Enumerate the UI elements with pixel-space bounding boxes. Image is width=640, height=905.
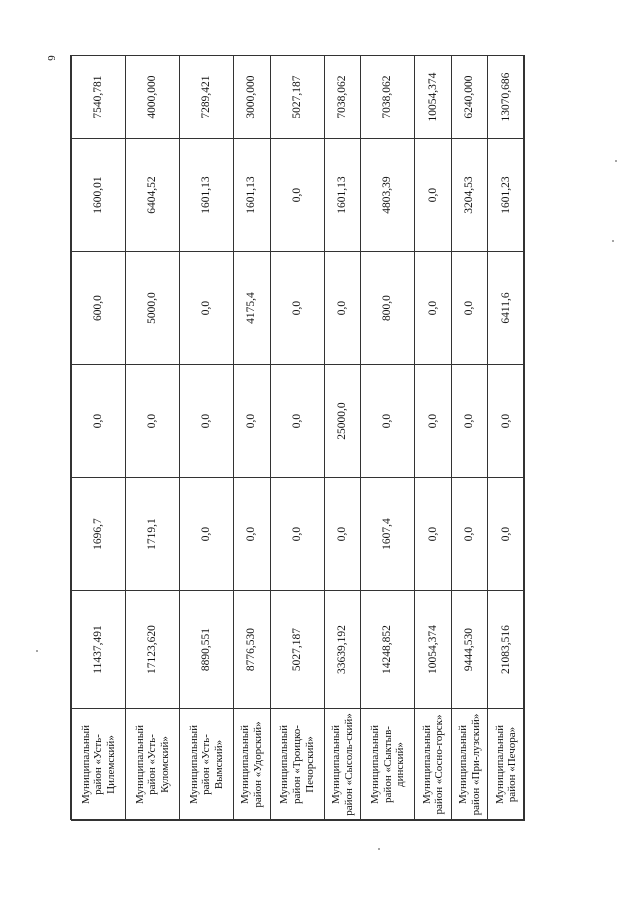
value-cell: 4175,4 <box>234 252 271 365</box>
value-cell: 600,0 <box>72 252 126 365</box>
row-name-cell: Муниципальный район «Троицко-Печорский» <box>270 709 324 821</box>
value-cell: 1601,13 <box>234 139 271 252</box>
value-cell: 0,0 <box>488 365 525 478</box>
value-cell: 1696,7 <box>72 478 126 591</box>
table-row <box>451 56 488 821</box>
row-name-cell: Муниципальный район «Сысоль-ский» <box>324 709 361 821</box>
row-name-cell: Муниципальный район «Удорский» <box>234 709 271 821</box>
total-cell: 8890,551 <box>180 591 234 709</box>
value-cell: 3000,000 <box>234 56 271 139</box>
value-cell: 25000,0 <box>324 365 361 478</box>
budget-table <box>71 55 525 821</box>
table-row <box>361 56 415 821</box>
row-name-cell: Муниципальный район «Усть-Цилемский» <box>72 709 126 821</box>
row-name-cell: Муниципальный район «Печора» <box>488 709 525 821</box>
value-cell: 0,0 <box>415 139 452 252</box>
value-cell: 0,0 <box>270 139 324 252</box>
table-row <box>488 56 525 821</box>
value-cell: 13070,686 <box>488 56 525 139</box>
value-cell: 0,0 <box>415 365 452 478</box>
value-cell: 5027,187 <box>270 56 324 139</box>
value-cell: 6411,6 <box>488 252 525 365</box>
row-name-cell: Муниципальный район «Усть-Вымский» <box>180 709 234 821</box>
value-cell: 4000,000 <box>126 56 180 139</box>
value-cell: 0,0 <box>270 365 324 478</box>
value-cell: 0,0 <box>270 478 324 591</box>
value-cell: 6240,000 <box>451 56 488 139</box>
value-cell: 10054,374 <box>415 56 452 139</box>
value-cell: 0,0 <box>180 365 234 478</box>
value-cell: 0,0 <box>415 252 452 365</box>
value-cell: 0,0 <box>234 478 271 591</box>
value-cell: 800,0 <box>361 252 415 365</box>
value-cell: 1607,4 <box>361 478 415 591</box>
row-name-cell: Муниципальный район «Сыктыв-динский» <box>361 709 415 821</box>
value-cell: 0,0 <box>72 365 126 478</box>
table-row <box>234 56 271 821</box>
value-cell: 0,0 <box>451 365 488 478</box>
table-row <box>415 56 452 821</box>
value-cell: 0,0 <box>270 252 324 365</box>
table-row <box>72 56 126 821</box>
value-cell: 0,0 <box>126 365 180 478</box>
row-name-cell: Муниципальный район «Усть-Куломский» <box>126 709 180 821</box>
value-cell: 7038,062 <box>361 56 415 139</box>
total-cell: 5027,187 <box>270 591 324 709</box>
table-row <box>324 56 361 821</box>
value-cell: 0,0 <box>361 365 415 478</box>
scan-speck <box>615 160 617 162</box>
value-cell: 7289,421 <box>180 56 234 139</box>
table-row <box>180 56 234 821</box>
total-cell: 8776,530 <box>234 591 271 709</box>
value-cell: 0,0 <box>488 478 525 591</box>
budget-table-rotated <box>71 56 525 821</box>
total-cell: 9444,530 <box>451 591 488 709</box>
row-name-cell: Муниципальный район «Сосно-горск» <box>415 709 452 821</box>
value-cell: 1719,1 <box>126 478 180 591</box>
value-cell: 7540,781 <box>72 56 126 139</box>
table-row <box>270 56 324 821</box>
value-cell: 3204,53 <box>451 139 488 252</box>
table-row <box>126 56 180 821</box>
value-cell: 0,0 <box>180 252 234 365</box>
scan-speck <box>612 240 614 242</box>
page-number: 6 <box>44 55 57 61</box>
row-name-cell: Муниципальный район «При-лузский» <box>451 709 488 821</box>
value-cell: 0,0 <box>451 478 488 591</box>
value-cell: 0,0 <box>415 478 452 591</box>
total-cell: 21083,516 <box>488 591 525 709</box>
budget-table-frame <box>70 55 524 820</box>
total-cell: 33639,192 <box>324 591 361 709</box>
table-body <box>72 56 525 821</box>
value-cell: 7038,062 <box>324 56 361 139</box>
value-cell: 0,0 <box>180 478 234 591</box>
value-cell: 5000,0 <box>126 252 180 365</box>
total-cell: 14248,852 <box>361 591 415 709</box>
scan-speck <box>378 848 380 850</box>
value-cell: 0,0 <box>324 252 361 365</box>
total-cell: 10054,374 <box>415 591 452 709</box>
value-cell: 0,0 <box>324 478 361 591</box>
value-cell: 4803,39 <box>361 139 415 252</box>
value-cell: 6404,52 <box>126 139 180 252</box>
value-cell: 1601,13 <box>180 139 234 252</box>
value-cell: 0,0 <box>451 252 488 365</box>
value-cell: 1601,23 <box>488 139 525 252</box>
total-cell: 17123,620 <box>126 591 180 709</box>
scan-speck <box>36 650 38 652</box>
value-cell: 1600,01 <box>72 139 126 252</box>
value-cell: 0,0 <box>234 365 271 478</box>
total-cell: 11437,491 <box>72 591 126 709</box>
value-cell: 1601,13 <box>324 139 361 252</box>
